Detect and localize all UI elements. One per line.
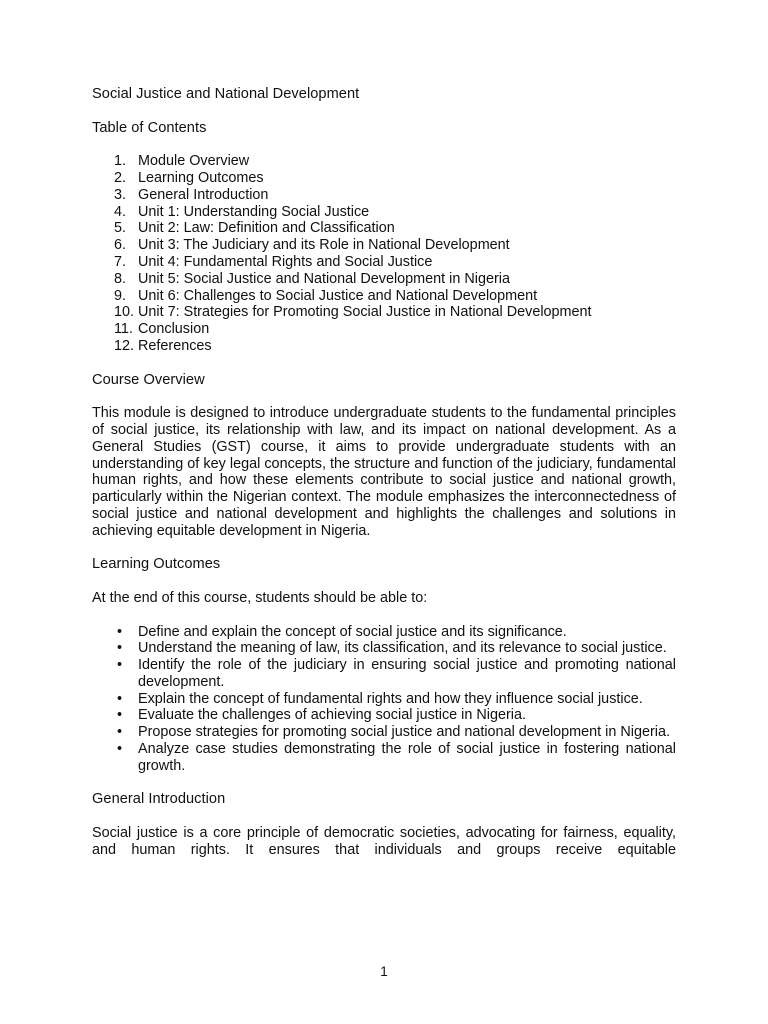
list-item	[92, 707, 676, 724]
toc-item-label: Unit 1: Understanding Social Justice	[138, 203, 370, 220]
document-page	[92, 86, 676, 859]
learning-outcomes-heading: Learning Outcomes	[92, 556, 221, 573]
table-of-contents	[92, 153, 676, 355]
list-item	[92, 691, 676, 708]
toc-item	[92, 254, 676, 271]
toc-item	[92, 153, 676, 170]
bullet-icon: •	[117, 623, 123, 640]
list-item	[92, 724, 676, 741]
toc-item-number: 1.	[114, 153, 127, 170]
toc-item-number: 2.	[114, 169, 127, 186]
toc-item	[92, 187, 676, 204]
toc-item-label: Unit 7: Strategies for Promoting Social Justice in National Development	[138, 304, 592, 321]
list-item-text: Analyze case studies demonstrating the role of social justice in fostering national growth.	[138, 741, 676, 774]
bullet-icon: •	[117, 640, 123, 657]
toc-item	[92, 271, 676, 288]
list-item-text: Understand the meaning of law, its classification, and its relevance to social justice.	[138, 640, 667, 657]
toc-item-label: Unit 2: Law: Definition and Classification	[138, 220, 395, 237]
toc-item-label: Unit 6: Challenges to Social Justice and National Development	[138, 287, 538, 304]
list-item	[92, 741, 676, 775]
bullet-icon: •	[117, 657, 123, 674]
bullet-icon: •	[117, 724, 123, 741]
page-number: 1	[380, 964, 388, 979]
document-title: Social Justice and National Development	[92, 86, 360, 102]
list-item-text: Explain the concept of fundamental rights and how they influence social justice.	[138, 690, 643, 707]
toc-item-number: 9.	[114, 287, 127, 304]
learning-outcomes-list	[92, 624, 676, 775]
toc-item-label: Unit 3: The Judiciary and its Role in National Development	[138, 237, 510, 254]
learning-outcomes-intro: At the end of this course, students should be able to:	[92, 589, 428, 606]
list-item	[92, 624, 676, 641]
toc-item-number: 11.	[114, 321, 133, 338]
bullet-icon: •	[117, 690, 123, 707]
toc-item-number: 7.	[114, 253, 127, 270]
list-item-text: Propose strategies for promoting social justice and national development in Nigeria.	[138, 724, 670, 741]
general-introduction-heading: General Introduction	[92, 791, 226, 808]
toc-item-number: 4.	[114, 203, 127, 220]
toc-item-label: Unit 5: Social Justice and National Development in Nigeria	[138, 270, 510, 287]
toc-item-label: Module Overview	[138, 153, 250, 170]
toc-item	[92, 204, 676, 221]
general-introduction-paragraph: Social justice is a core principle of democratic societies, advocating for fairness, equality, and human rights. It ensures that individuals and groups receive equitable	[92, 825, 676, 858]
bullet-icon: •	[117, 707, 123, 724]
toc-item	[92, 237, 676, 254]
toc-item	[92, 288, 676, 305]
toc-item	[92, 220, 676, 237]
toc-item-label: Learning Outcomes	[138, 169, 264, 186]
bullet-icon: •	[117, 741, 123, 758]
list-item-text: Evaluate the challenges of achieving social justice in Nigeria.	[138, 707, 526, 724]
toc-item-number: 8.	[114, 270, 127, 287]
toc-item-label: General Introduction	[138, 186, 269, 203]
list-item	[92, 640, 676, 657]
toc-item-number: 10.	[114, 304, 135, 321]
list-item	[92, 657, 676, 691]
list-item-text: Identify the role of the judiciary in ensuring social justice and promoting national development.	[138, 657, 676, 690]
toc-item-label: Unit 4: Fundamental Rights and Social Justice	[138, 253, 433, 270]
toc-item	[92, 304, 676, 321]
toc-item	[92, 321, 676, 338]
toc-item-number: 5.	[114, 220, 127, 237]
toc-item	[92, 170, 676, 187]
course-overview-paragraph: This module is designed to introduce undergraduate students to the fundamental principles of social justice, its relationship with law, and its impact on national development. As a General Studies (GST) course, it aims to provide undergraduate students with an understanding of key legal concepts, the structure and function of the judiciary, fundamental human rights, and how these elements contribute to social justice and national growth, particularly within the Nigerian context. The module emphasizes the interconnectedness of social justice and national development and highlights the challenges and solutions in achieving equitable development in Nigeria.	[92, 405, 676, 539]
toc-item	[92, 338, 676, 355]
list-item-text: Define and explain the concept of social justice and its significance.	[138, 623, 567, 640]
toc-item-label: References	[138, 337, 212, 354]
toc-heading: Table of Contents	[92, 119, 207, 136]
toc-item-number: 6.	[114, 237, 127, 254]
course-overview-heading: Course Overview	[92, 371, 205, 388]
toc-item-label: Conclusion	[138, 321, 210, 338]
toc-item-number: 12.	[114, 337, 135, 354]
toc-item-number: 3.	[114, 186, 127, 203]
